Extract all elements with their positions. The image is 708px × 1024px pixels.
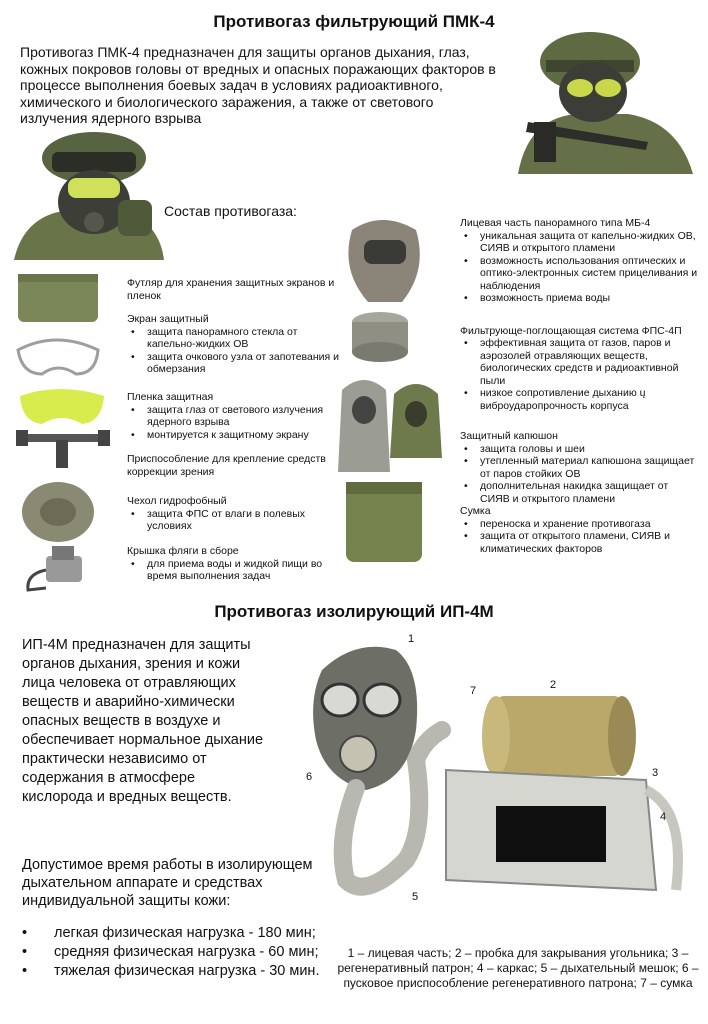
item-cover-heading: Чехол гидрофобный xyxy=(127,495,227,507)
hood-camo-image xyxy=(390,384,442,458)
lens-holder-image xyxy=(16,430,110,468)
flask-cap-image xyxy=(28,546,82,590)
item-bag-bullet: • переноска и хранение противогаза xyxy=(460,518,700,531)
item-hood-bullet: • утепленный материал капюшона защищает от паров стойких ОВ xyxy=(460,455,700,480)
filter-image xyxy=(352,312,408,362)
load-item: • средняя физическая нагрузка - 60 мин; xyxy=(20,943,330,962)
middle-item-images xyxy=(332,210,452,590)
item-bag xyxy=(460,505,700,555)
item-fps-heading: Фильтрующе-поглощающая система ФПС-4П xyxy=(460,324,682,337)
item-hood xyxy=(460,430,700,505)
item-fps-bullet: • низкое сопротивление дыханию ų виброударопрочность корпуса xyxy=(460,387,700,412)
ip4m-diagram xyxy=(296,630,700,930)
item-cover-bullet: • защита ФПС от влаги в полевых условиях xyxy=(127,508,339,533)
diagram-num-2: 2 xyxy=(550,679,557,691)
hood-gray-image xyxy=(338,380,390,472)
item-screen-bullet: • защита очкового узла от запотевания и обмерзания xyxy=(127,351,339,376)
bag-image xyxy=(346,482,422,562)
item-film-bullet: • защита глаз от светового излучения ядерного взрыва xyxy=(127,404,339,429)
item-bag-heading: Сумка xyxy=(460,505,491,517)
item-hood-bullet: • дополнительная накидка защищает от СИЯВ и открытого пламени xyxy=(460,480,700,505)
item-cap xyxy=(127,545,339,583)
item-cap-heading: Крышка фляги в сборе xyxy=(127,545,239,557)
item-bag-bullet: • защита от открытого пламени, СИЯВ и климатических факторов xyxy=(460,530,700,555)
face-mask-image xyxy=(348,220,419,302)
ip-time-label: Допустимое время работы в изолирующем дыхательном аппарате и средствах индивидуальной защиты кожи: xyxy=(22,857,313,909)
diagram-num-4: 4 xyxy=(660,811,667,823)
item-case-heading: Футляр для хранения защитных экранов и пленок xyxy=(127,277,335,302)
item-cover xyxy=(127,495,339,545)
cartridge-image xyxy=(482,696,636,776)
item-face xyxy=(460,217,700,305)
left-item-images xyxy=(16,270,120,600)
item-face-bullet: • возможность использования оптических и оптико-электронных систем прицеливания и наблюдения xyxy=(460,255,700,293)
item-cap-bullet: • для приема воды и жидкой пищи во время выполнения задач xyxy=(127,558,339,583)
diagram-caption: 1 – лицевая часть; 2 – пробка для закрывания угольника; 3 – регенеративный патрон; 4 – каркас; 5 – дыхательный мешок; 6 – пусковое приспособление регенеративного патрона; 7 – сумка xyxy=(337,946,699,990)
mask-image xyxy=(313,647,417,790)
item-screen xyxy=(127,313,339,391)
item-fps xyxy=(460,325,700,413)
composition-label: Состав противогаза: xyxy=(164,203,297,219)
soldier-photo-right xyxy=(498,22,698,174)
item-film-heading: Пленка защитная xyxy=(127,391,214,403)
diagram-num-5: 5 xyxy=(412,891,419,903)
item-face-bullet: • возможность приема воды xyxy=(460,292,700,305)
item-face-heading: Лицевая часть панорамного типа МБ-4 xyxy=(460,217,651,229)
load-item: • тяжелая физическая нагрузка - 30 мин. xyxy=(20,962,330,981)
frame-image xyxy=(446,770,678,890)
ip-title: Противогаз изолирующий ИП-4М xyxy=(214,602,494,621)
item-holder-heading: Приспособление для крепление средств коррекции зрения xyxy=(127,453,326,478)
pmk-title: Противогаз фильтрующий ПМК-4 xyxy=(213,12,495,31)
left-items xyxy=(127,277,339,583)
item-screen-heading: Экран защитный xyxy=(127,313,209,325)
diagram-num-1: 1 xyxy=(408,633,415,645)
shield-screen-image xyxy=(18,340,98,374)
item-screen-bullet: • защита панорамного стекла от капельно-жидких ОВ xyxy=(127,326,339,351)
item-fps-bullet: • эффективная защита от газов, паров и аэрозолей отравляющих веществ, биологических средств и радиоактивной пыли xyxy=(460,337,700,387)
item-film-bullet: • монтируется к защитному экрану xyxy=(127,429,339,442)
diagram-num-7: 7 xyxy=(470,685,477,697)
case-pouch-image xyxy=(18,274,98,322)
soldier-photo-left xyxy=(14,130,164,260)
item-hood-heading: Защитный капюшон xyxy=(460,430,558,442)
right-items xyxy=(460,217,700,555)
item-case xyxy=(127,277,339,313)
diagram-num-3: 3 xyxy=(652,767,659,779)
ip-intro: ИП-4М предназначен для защиты органов дыхания, зрения и кожи лица человека от отравляющих веществ и аварийно-химически опасных веществ в воздухе и обеспечивает нормальное дыхание практически независимо от содержания в атмосфере кислорода и вредных веществ. xyxy=(22,637,264,805)
load-list xyxy=(20,924,330,981)
item-face-bullet: • уникальная защита от капельно-жидких ОВ, СИЯВ и открытого пламени xyxy=(460,230,700,255)
diagram-num-6: 6 xyxy=(306,771,313,783)
load-item: • легкая физическая нагрузка - 180 мин; xyxy=(20,924,330,943)
item-film xyxy=(127,391,339,453)
item-hood-bullet: • защита головы и шеи xyxy=(460,443,700,456)
pmk-intro: Противогаз ПМК-4 предназначен для защиты органов дыхания, глаз, кожных покровов головы от вредных и опасных поражающих факторов в процессе выполнения боевых задач в условиях радиоактивного, химического и биологического заражения, а также от светового излучения ядерного взрыва xyxy=(20,44,496,126)
cover-image xyxy=(22,482,94,542)
film-image xyxy=(20,389,104,424)
item-holder xyxy=(127,453,339,495)
